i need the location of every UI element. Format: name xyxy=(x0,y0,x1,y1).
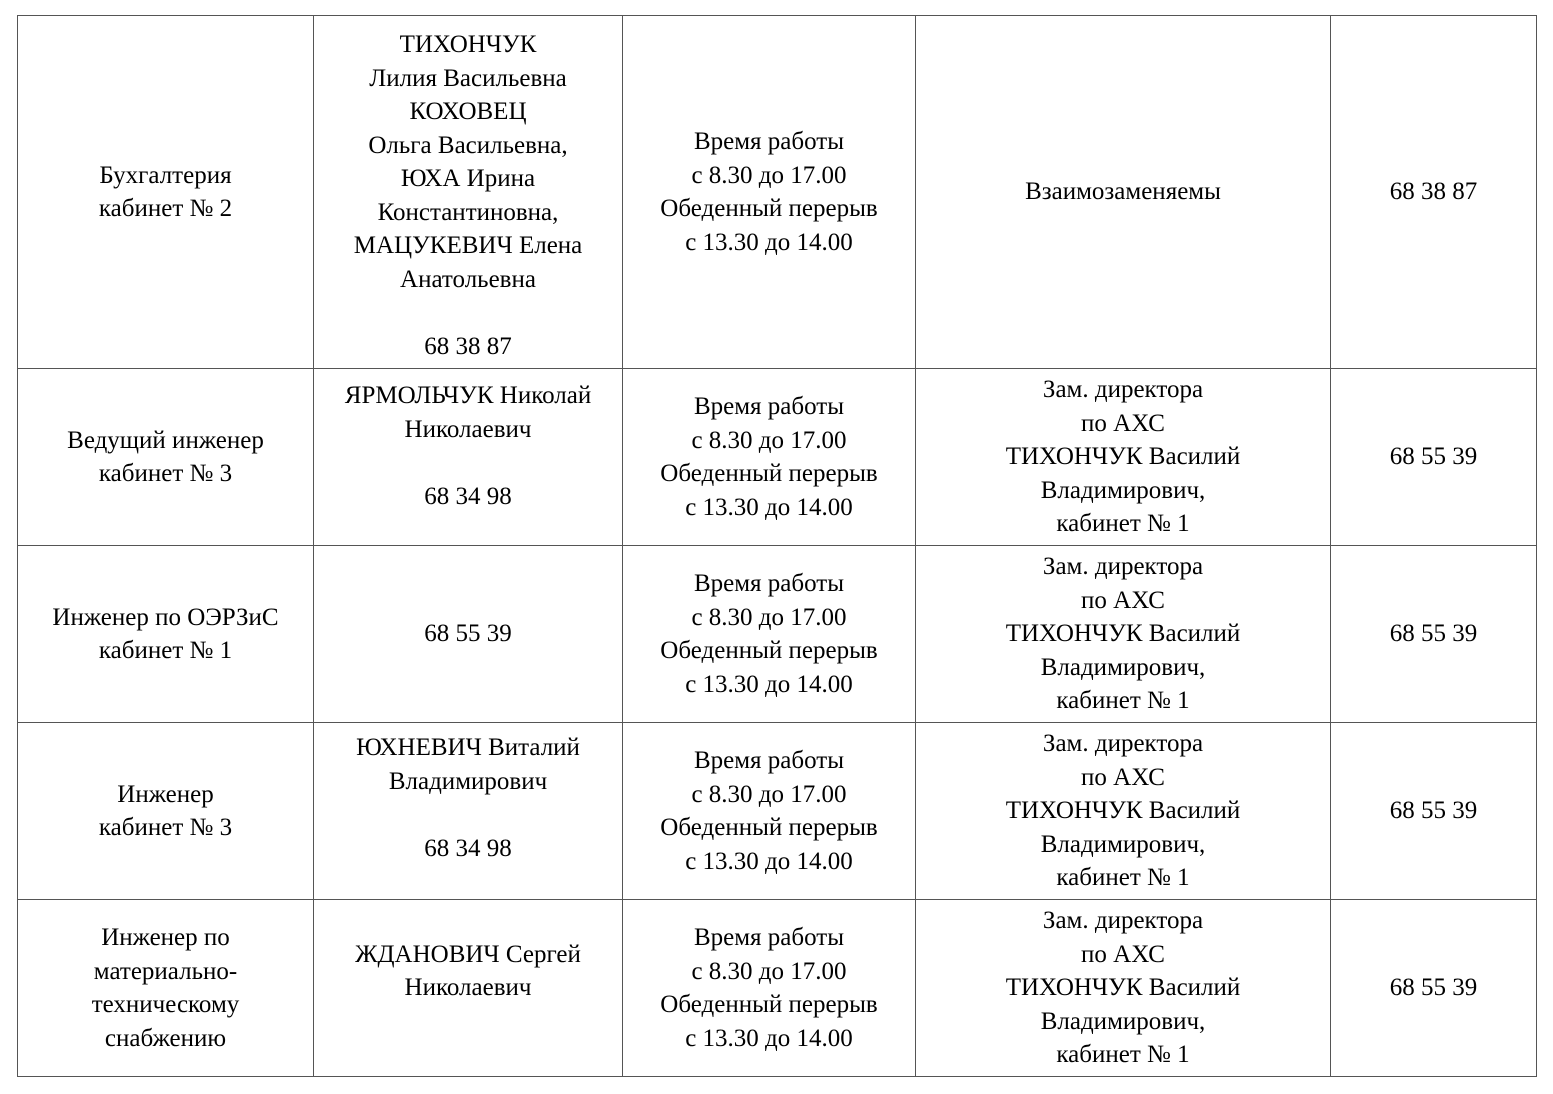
department-line: Бухгалтерия xyxy=(99,161,232,189)
department-line: техническому xyxy=(91,991,240,1018)
substitute-line: Зам. директора xyxy=(1042,907,1204,935)
substitute-line: по АХС xyxy=(1081,586,1165,614)
schedule-line: Время работы xyxy=(693,747,845,774)
staff-line: ТИХОНЧУК xyxy=(399,31,537,58)
substitute-line: Зам. директора xyxy=(1042,553,1204,581)
staff-line: ЮХНЕВИЧ Виталий xyxy=(356,734,580,761)
department-cell xyxy=(18,16,314,369)
table-row xyxy=(18,369,1537,546)
table-row xyxy=(18,546,1537,723)
schedule-cell xyxy=(623,900,916,1077)
department-cell xyxy=(18,369,314,546)
substitute-line: ТИХОНЧУК Василий xyxy=(1005,620,1241,648)
phone-cell xyxy=(1331,369,1537,546)
substitute-line: кабинет № 1 xyxy=(1056,687,1190,715)
substitute-line: Зам. директора xyxy=(1042,376,1204,404)
department-line: кабинет № 3 xyxy=(98,814,233,841)
phone-number: 68 55 39 xyxy=(1389,620,1478,648)
substitute-cell xyxy=(916,723,1331,900)
substitute-line: по АХС xyxy=(1081,940,1165,968)
department-line: Ведущий инженер xyxy=(67,426,264,454)
schedule-line: с 13.30 до 14.00 xyxy=(685,847,853,875)
spacer xyxy=(318,798,618,832)
department-cell xyxy=(18,723,314,900)
staff-phone: 68 55 39 xyxy=(424,620,512,648)
schedule-line: с 8.30 до 17.00 xyxy=(691,957,847,985)
substitute-line: по АХС xyxy=(1081,763,1165,791)
table-row xyxy=(18,16,1537,369)
department-cell xyxy=(18,546,314,723)
substitute-line: Владимирович, xyxy=(1040,830,1206,858)
staff-line: МАЦУКЕВИЧ Елена xyxy=(353,232,583,259)
schedule-line: с 13.30 до 14.00 xyxy=(685,670,853,698)
substitute-cell xyxy=(916,16,1331,369)
department-line: кабинет № 3 xyxy=(98,460,233,487)
schedule-cell xyxy=(623,723,916,900)
substitute-line: ТИХОНЧУК Василий xyxy=(1005,443,1241,471)
schedule-line: Обеденный перерыв xyxy=(660,195,878,222)
substitute-line: Владимирович, xyxy=(1040,476,1206,504)
staff-line: Анатольевна xyxy=(400,265,536,293)
schedule-line: Время работы xyxy=(693,128,845,155)
table-row xyxy=(18,900,1537,1077)
department-line: Инженер xyxy=(117,780,214,808)
staff-line: Лилия Васильевна xyxy=(369,64,567,92)
schedule-line: Время работы xyxy=(693,924,845,951)
phone-cell xyxy=(1331,723,1537,900)
phone-cell xyxy=(1331,546,1537,723)
substitute-line: Владимирович, xyxy=(1040,1007,1206,1035)
staff-line: ЮХА Ирина xyxy=(400,165,536,192)
department-line: Инженер по xyxy=(101,924,230,951)
staff-line: Константиновна, xyxy=(377,198,559,226)
staff-line: ЖДАНОВИЧ Сергей xyxy=(355,940,581,968)
spacer xyxy=(318,296,618,330)
phone-number: 68 38 87 xyxy=(1389,178,1478,206)
substitute-line: кабинет № 1 xyxy=(1056,510,1190,538)
schedule-line: с 13.30 до 14.00 xyxy=(685,493,853,521)
contacts-table xyxy=(17,15,1537,1077)
schedule-line: с 8.30 до 17.00 xyxy=(691,780,847,808)
staff-phone: 68 34 98 xyxy=(424,482,512,510)
schedule-line: с 8.30 до 17.00 xyxy=(691,161,847,189)
schedule-line: с 13.30 до 14.00 xyxy=(685,1024,853,1052)
staff-line: ЯРМОЛЬЧУК Николай xyxy=(344,382,592,409)
substitute-line: Взаимозаменяемы xyxy=(1025,178,1221,206)
phone-number: 68 55 39 xyxy=(1389,974,1478,1002)
substitute-line: ТИХОНЧУК Василий xyxy=(1005,797,1241,825)
staff-phone: 68 34 98 xyxy=(424,834,512,862)
staff-line: Николаевич xyxy=(404,974,532,1002)
schedule-line: Время работы xyxy=(693,570,845,597)
phone-cell xyxy=(1331,16,1537,369)
staff-cell xyxy=(314,723,623,900)
staff-phone: 68 38 87 xyxy=(424,332,512,360)
schedule-line: с 13.30 до 14.00 xyxy=(685,228,853,256)
spacer xyxy=(318,1005,618,1039)
staff-cell xyxy=(314,546,623,723)
schedule-cell xyxy=(623,546,916,723)
staff-line: Ольга Васильевна, xyxy=(368,131,568,159)
department-line: Инженер по ОЭРЗиС xyxy=(52,603,279,631)
staff-line: Владимирович xyxy=(388,767,548,795)
schedule-line: Время работы xyxy=(693,393,845,420)
substitute-line: по АХС xyxy=(1081,409,1165,437)
schedule-line: Обеденный перерыв xyxy=(660,814,878,841)
substitute-cell xyxy=(916,900,1331,1077)
phone-cell xyxy=(1331,900,1537,1077)
substitute-line: кабинет № 1 xyxy=(1056,1041,1190,1069)
staff-cell xyxy=(314,900,623,1077)
department-line: кабинет № 1 xyxy=(98,637,233,664)
schedule-line: с 8.30 до 17.00 xyxy=(691,603,847,631)
department-line: материально- xyxy=(93,957,238,985)
department-cell xyxy=(18,900,314,1077)
schedule-cell xyxy=(623,369,916,546)
staff-line: КОХОВЕЦ xyxy=(409,98,527,125)
table-row xyxy=(18,723,1537,900)
staff-line: Николаевич xyxy=(404,415,532,443)
staff-cell xyxy=(314,16,623,369)
schedule-cell xyxy=(623,16,916,369)
substitute-cell xyxy=(916,369,1331,546)
staff-cell xyxy=(314,369,623,546)
schedule-line: Обеденный перерыв xyxy=(660,460,878,487)
substitute-line: Владимирович, xyxy=(1040,653,1206,681)
department-line: снабжению xyxy=(104,1024,227,1052)
schedule-line: с 8.30 до 17.00 xyxy=(691,426,847,454)
substitute-cell xyxy=(916,546,1331,723)
substitute-line: кабинет № 1 xyxy=(1056,864,1190,892)
substitute-line: Зам. директора xyxy=(1042,730,1204,758)
substitute-line: ТИХОНЧУК Василий xyxy=(1005,974,1241,1002)
phone-number: 68 55 39 xyxy=(1389,797,1478,825)
schedule-line: Обеденный перерыв xyxy=(660,637,878,664)
spacer xyxy=(318,446,618,480)
phone-number: 68 55 39 xyxy=(1389,443,1478,471)
schedule-line: Обеденный перерыв xyxy=(660,991,878,1018)
department-line: кабинет № 2 xyxy=(98,195,233,222)
